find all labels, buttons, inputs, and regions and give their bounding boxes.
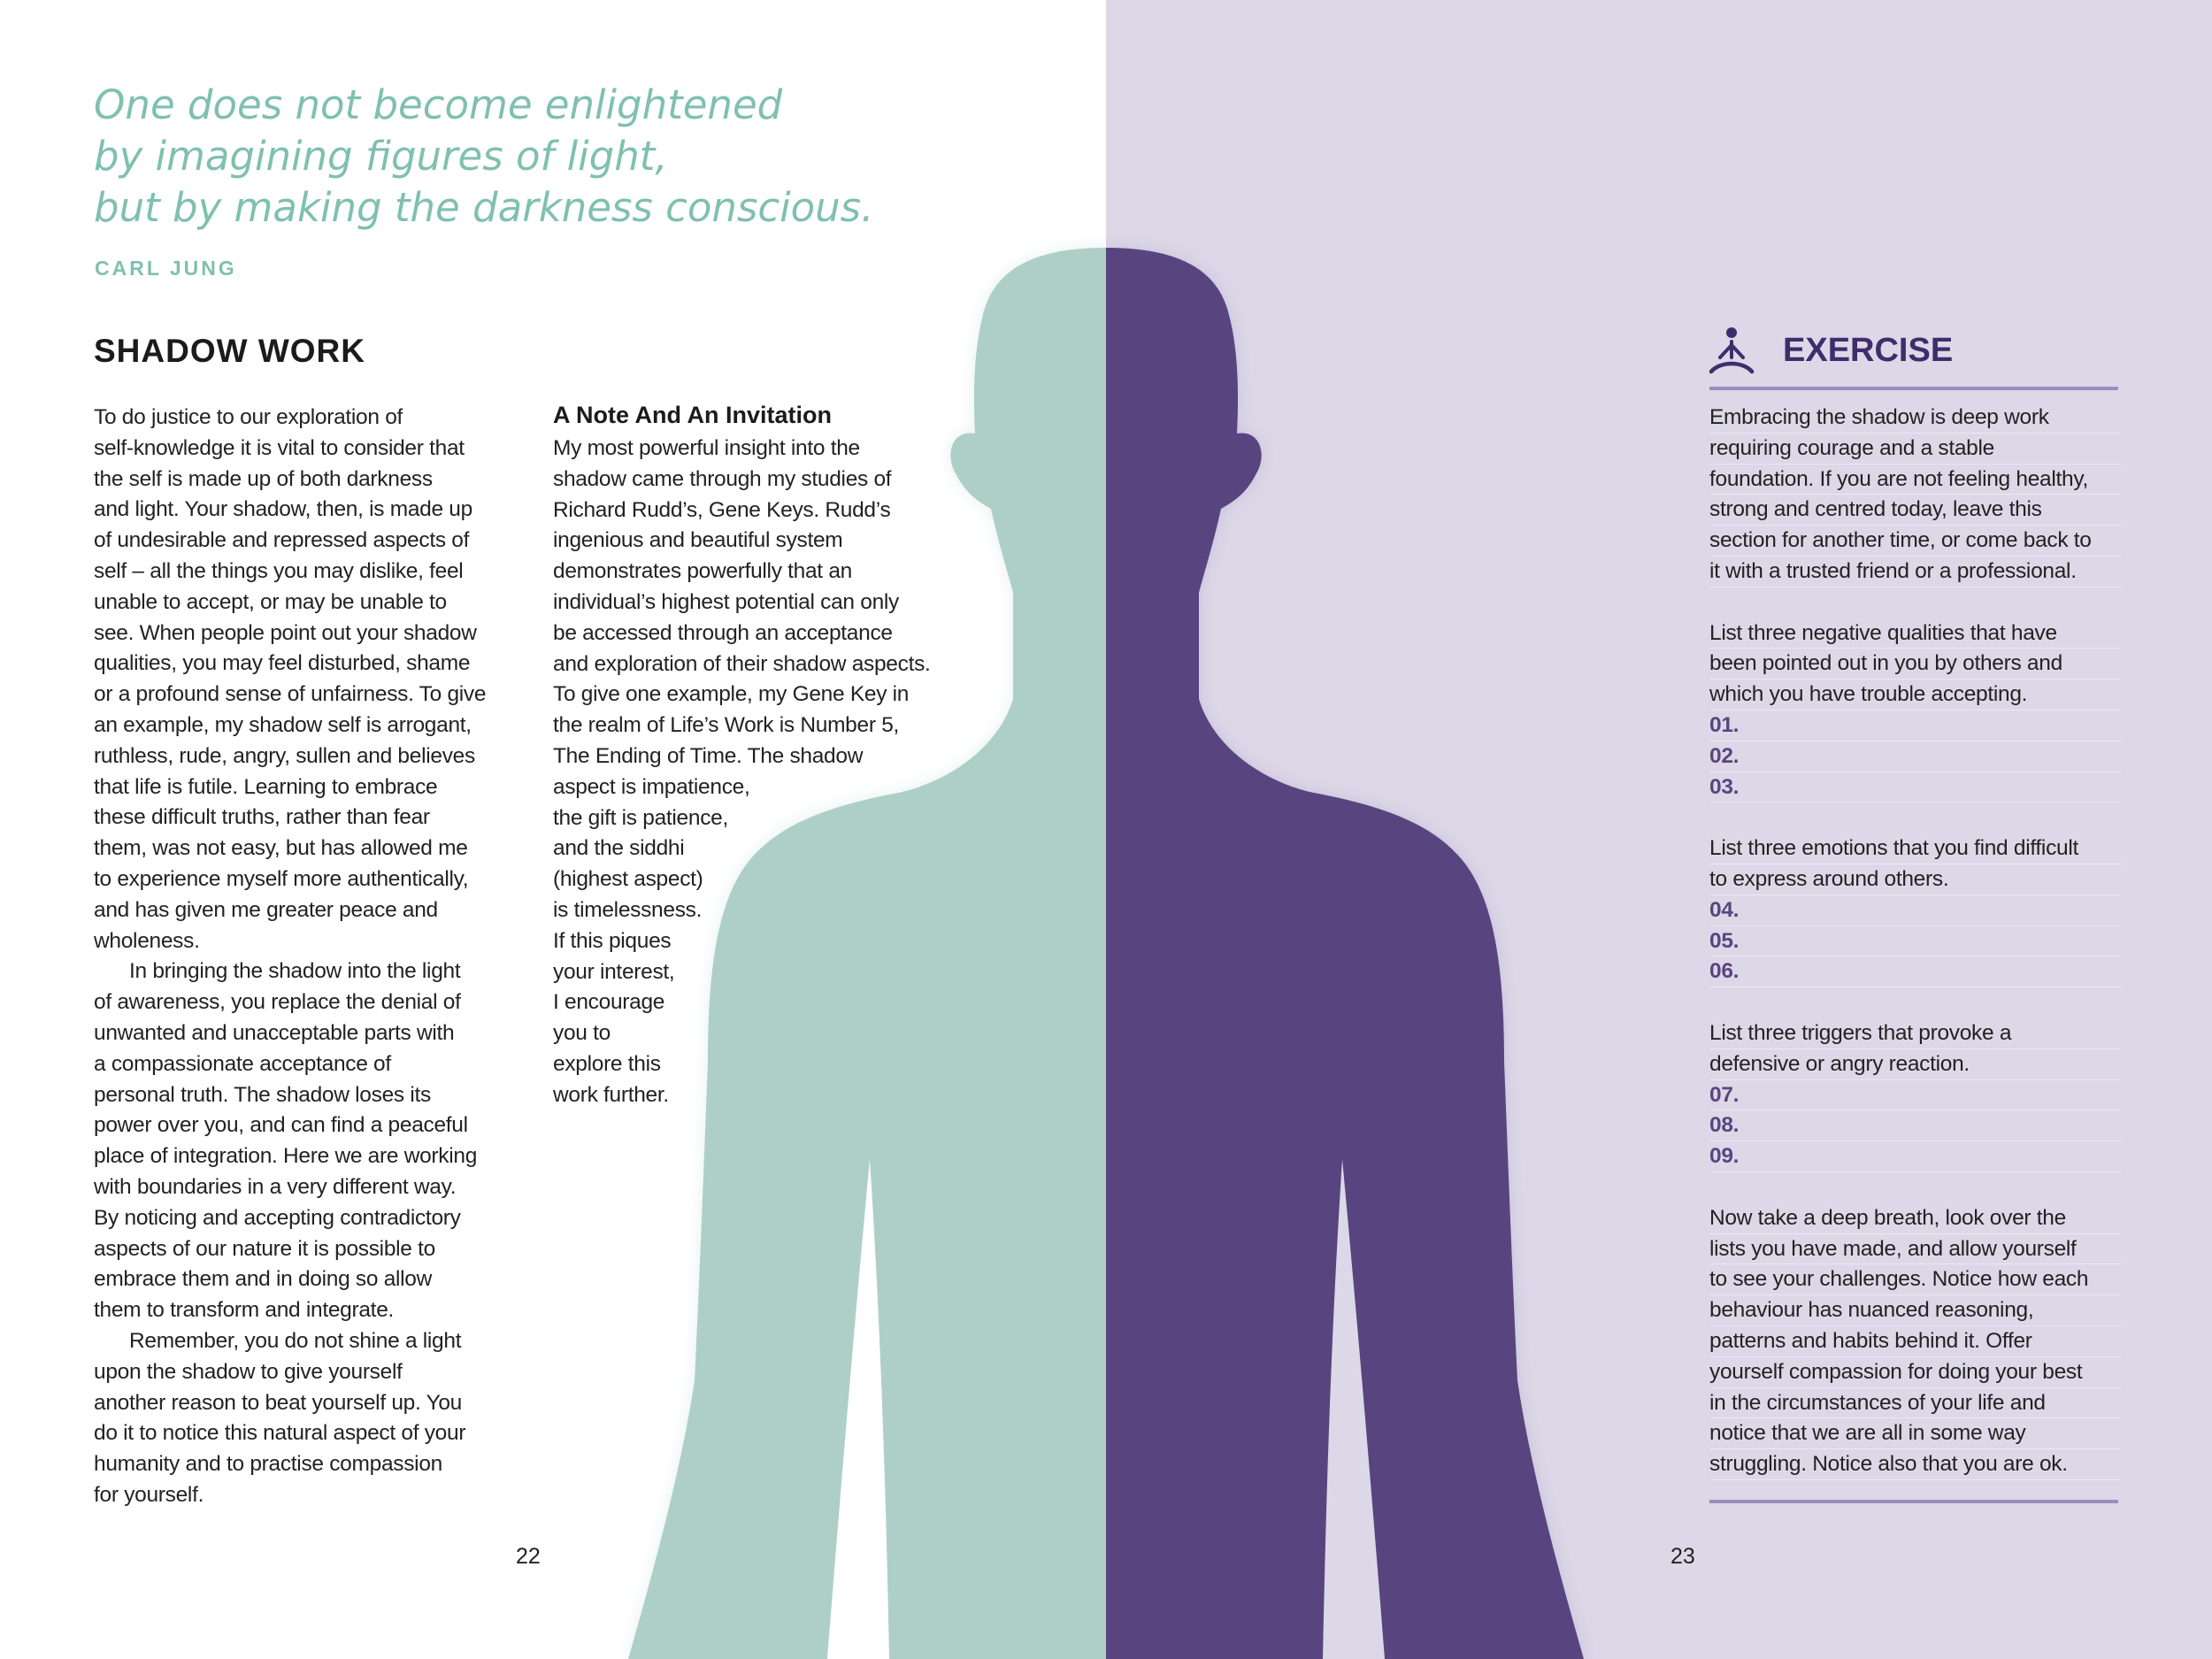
body-line: for yourself. (94, 1482, 204, 1507)
body-line: To give one example, my Gene Key in (553, 682, 910, 707)
exercise-prompt-line: List three triggers that provoke a (1709, 1018, 2121, 1049)
body-line: demonstrates powerfully that an (553, 559, 852, 584)
body-line: (highest aspect) (553, 867, 703, 892)
body-line: and light. Your shadow, then, is made up (94, 497, 472, 522)
page-number-right: 23 (1671, 1544, 1695, 1569)
jung-quote (94, 80, 979, 234)
body-line: that life is futile. Learning to embrace (94, 774, 438, 799)
body-line: or a profound sense of unfairness. To give (94, 682, 487, 707)
body-line: do it to notice this natural aspect of your (94, 1421, 466, 1446)
exercise-closing-line: struggling. Notice also that you are ok. (1709, 1449, 2121, 1480)
body-line: is timelessness. (553, 897, 703, 922)
body-line: embrace them and in doing so allow (94, 1267, 433, 1292)
body-line: power over you, and can find a peaceful (94, 1113, 468, 1138)
body-line: a compassionate acceptance of (94, 1051, 391, 1076)
body-line: the self is made up of both darkness (94, 466, 433, 491)
body-line: self – all the things you may dislike, feel (94, 558, 464, 583)
body-line: qualities, you may feel disturbed, shame (94, 651, 471, 676)
spacer (1709, 1172, 2121, 1203)
body-line: By noticing and accepting contradictory (94, 1205, 461, 1230)
answer-line-number: 09. (1709, 1141, 2121, 1172)
body-line: The Ending of Time. The shadow (553, 743, 864, 768)
body-line: ruthless, rude, angry, sullen and believes (94, 743, 475, 768)
answer-line-number: 01. (1709, 710, 2121, 741)
exercise-prompt-line: been pointed out in you by others and (1709, 649, 2121, 680)
exercise-closing-line: lists you have made, and allow yourself (1709, 1234, 2121, 1265)
exercise-intro-line: it with a trusted friend or a professional. (1709, 557, 2121, 588)
exercise-closing-line: Now take a deep breath, look over the (1709, 1203, 2121, 1234)
exercise-intro-line: requiring courage and a stable (1709, 434, 2121, 465)
body-line: I encourage (553, 990, 665, 1015)
exercise-body (1709, 403, 2121, 1480)
exercise-title: EXERCISE (1783, 332, 1954, 369)
answer-line-number: 04. (1709, 895, 2121, 926)
body-line: personal truth. The shadow loses its (94, 1082, 431, 1107)
exercise-closing-line: behaviour has nuanced reasoning, (1709, 1295, 2121, 1326)
body-line: Richard Rudd’s, Gene Keys. Rudd’s (553, 497, 891, 522)
section-title: SHADOW WORK (94, 333, 365, 369)
body-line: upon the shadow to give yourself (94, 1359, 403, 1384)
body-line: with boundaries in a very different way. (94, 1174, 457, 1199)
body-line: see. When people point out your shadow (94, 620, 477, 645)
quote-line: One does not become enlightened (94, 81, 783, 128)
body-line: My most powerful insight into the (553, 436, 860, 460)
exercise-top-rule (1709, 387, 2118, 390)
answer-line-number: 07. (1709, 1080, 2121, 1111)
body-line: Remember, you do not shine a light (129, 1328, 462, 1353)
body-line: the gift is patience, (553, 805, 728, 830)
body-line: your interest, (553, 959, 675, 984)
exercise-bottom-rule (1709, 1500, 2118, 1503)
note-heading: A Note And An Invitation (553, 402, 832, 428)
body-line: wholeness. (94, 928, 200, 953)
exercise-prompt-line: defensive or angry reaction. (1709, 1049, 2121, 1080)
body-line: individual’s highest potential can only (553, 589, 900, 614)
body-line: and the siddhi (553, 836, 685, 861)
exercise-intro-line: Embracing the shadow is deep work (1709, 403, 2121, 434)
answer-line-number: 02. (1709, 741, 2121, 772)
exercise-prompt-line: which you have trouble accepting. (1709, 680, 2121, 710)
quote-author: CARL JUNG (95, 257, 237, 280)
answer-line-number: 06. (1709, 956, 2121, 987)
quote-line: but by making the darkness conscious. (94, 184, 874, 231)
exercise-intro-line: section for another time, or come back to (1709, 526, 2121, 557)
body-line: the realm of Life’s Work is Number 5, (553, 713, 900, 738)
note-body-column (553, 434, 969, 1111)
exercise-closing-line: yourself compassion for doing your best (1709, 1357, 2121, 1388)
body-line: them, was not easy, but has allowed me (94, 836, 468, 861)
body-line: them to transform and integrate. (94, 1298, 395, 1323)
meditation-figure-icon (1708, 326, 1755, 375)
exercise-closing-line: in the circumstances of your life and (1709, 1388, 2121, 1419)
exercise-closing-line: notice that we are all in some way (1709, 1418, 2121, 1449)
body-line: aspect is impatience, (553, 774, 750, 799)
body-line: shadow came through my studies of (553, 466, 892, 491)
body-line: humanity and to practise compassion (94, 1452, 442, 1477)
spacer (1709, 588, 2121, 618)
spacer (1709, 987, 2121, 1018)
exercise-intro-line: foundation. If you are not feeling healthy, (1709, 465, 2121, 495)
body-line: unwanted and unacceptable parts with (94, 1020, 455, 1045)
body-line: these difficult truths, rather than fear (94, 805, 430, 830)
spacer (1709, 803, 2121, 833)
body-line: be accessed through an acceptance (553, 620, 893, 645)
answer-line-number: 08. (1709, 1110, 2121, 1141)
exercise-closing-line: patterns and habits behind it. Offer (1709, 1326, 2121, 1357)
body-line: To do justice to our exploration of (94, 405, 403, 429)
body-line: you to (553, 1021, 611, 1046)
page-number-left: 22 (516, 1544, 541, 1569)
body-line: of awareness, you replace the denial of (94, 990, 461, 1015)
body-line: of undesirable and repressed aspects of (94, 528, 470, 553)
answer-line-number: 05. (1709, 926, 2121, 957)
body-line: to experience myself more authentically, (94, 866, 469, 891)
shadow-work-body-column (94, 403, 518, 1511)
exercise-prompt-line: List three emotions that you find difficult (1709, 833, 2121, 864)
body-line: another reason to beat yourself up. You (94, 1390, 463, 1415)
body-line: place of integration. Here we are working (94, 1144, 478, 1169)
body-line: explore this (553, 1051, 661, 1076)
body-line: aspects of our nature it is possible to (94, 1236, 435, 1261)
quote-line: by imagining figures of light, (94, 133, 668, 180)
body-line: If this piques (553, 928, 672, 953)
exercise-intro-line: strong and centred today, leave this (1709, 495, 2121, 526)
body-line: ingenious and beautiful system (553, 528, 843, 553)
exercise-prompt-line: List three negative qualities that have (1709, 618, 2121, 649)
body-line: work further. (553, 1082, 669, 1107)
body-line: self-knowledge it is vital to consider that (94, 435, 465, 460)
body-line: and exploration of their shadow aspects. (553, 651, 931, 676)
body-line: unable to accept, or may be unable to (94, 589, 447, 614)
body-line: an example, my shadow self is arrogant, (94, 712, 472, 737)
exercise-closing-line: to see your challenges. Notice how each (1709, 1264, 2121, 1295)
exercise-prompt-line: to express around others. (1709, 864, 2121, 895)
answer-line-number: 03. (1709, 772, 2121, 803)
body-line: In bringing the shadow into the light (129, 959, 461, 984)
body-line: and has given me greater peace and (94, 897, 438, 922)
